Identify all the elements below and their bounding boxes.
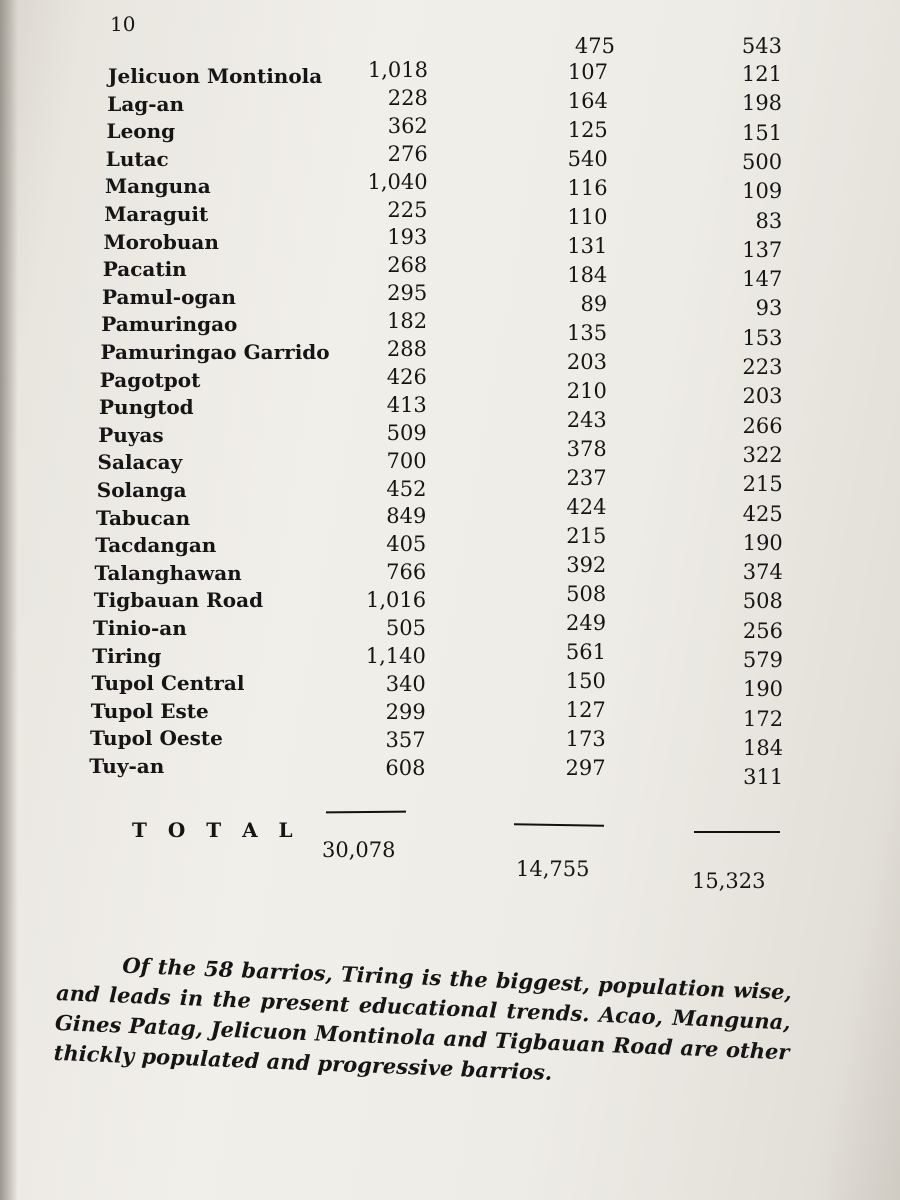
barrio-male: 508 xyxy=(566,582,607,606)
barrio-total: 295 xyxy=(387,281,428,306)
barrio-male: 116 xyxy=(567,176,608,200)
barrio-name: Pamuringao Garrido xyxy=(100,340,330,364)
barrio-name: Pacatin xyxy=(102,257,187,282)
barrio-female: 172 xyxy=(743,706,784,731)
barrio-total: 340 xyxy=(385,671,426,696)
barrio-female: 121 xyxy=(741,62,782,86)
barrio-male: 249 xyxy=(566,611,607,635)
barrio-total: 1,140 xyxy=(365,643,426,668)
barrio-name: Pamul-ogan xyxy=(102,284,236,309)
barrio-name: Jelicuon Montinola xyxy=(108,64,323,88)
barrio-total: 299 xyxy=(385,699,426,724)
barrio-total: 608 xyxy=(385,755,426,780)
barrio-total: 288 xyxy=(386,337,427,361)
barrio-female: 508 xyxy=(742,589,783,614)
barrio-female: 374 xyxy=(742,560,783,585)
barrio-male: 184 xyxy=(567,263,608,287)
barrio-female: 322 xyxy=(742,442,783,467)
barrio-female: 83 xyxy=(755,208,783,233)
total-label: T O T A L xyxy=(132,818,300,842)
barrio-total: 505 xyxy=(385,616,426,640)
barrio-name: Pagotpot xyxy=(99,367,201,392)
barrio-total: 405 xyxy=(386,532,427,557)
barrio-total: 362 xyxy=(387,113,428,138)
barrio-male: 203 xyxy=(566,350,607,374)
barrio-name: Solanga xyxy=(96,478,187,502)
barrio-total: 700 xyxy=(386,448,427,473)
barrio-total: 268 xyxy=(387,253,428,278)
barrio-name: Pamuringao xyxy=(101,312,238,337)
barrio-female: 93 xyxy=(755,296,783,321)
barrio-female: 190 xyxy=(742,530,783,555)
barrio-female: 215 xyxy=(742,472,783,497)
barrio-male: 424 xyxy=(566,495,607,519)
barrio-name: Lag-an xyxy=(107,91,185,116)
barrio-total: 1,016 xyxy=(365,588,427,613)
barrio-total: 225 xyxy=(387,197,428,222)
barrio-name: Tuy-an xyxy=(89,754,165,778)
barrio-male: 561 xyxy=(565,640,606,664)
barrio-female: 223 xyxy=(742,355,783,379)
barrio-female: 190 xyxy=(742,677,784,702)
barrio-name: Tinio-an xyxy=(93,616,187,640)
barrio-male: 89 xyxy=(580,292,608,316)
barrio-male: 237 xyxy=(566,466,607,490)
barrio-name: Leong xyxy=(106,119,176,144)
barrio-total: 357 xyxy=(385,727,426,752)
barrio-female: 266 xyxy=(742,413,783,438)
barrio-male: 210 xyxy=(566,379,607,403)
barrio-male: 173 xyxy=(565,727,606,751)
barrio-male: 540 xyxy=(567,147,608,171)
barrio-male: 125 xyxy=(567,118,608,142)
barrio-male: 164 xyxy=(567,89,608,113)
carry-over-female: 543 xyxy=(741,34,782,58)
barrio-female: 203 xyxy=(742,384,783,409)
female-total: 15,323 xyxy=(692,869,766,893)
barrio-total: 1,018 xyxy=(367,58,428,82)
male-column-rule xyxy=(514,823,604,827)
barrio-name: Tupol Este xyxy=(90,698,209,723)
barrio-total: 413 xyxy=(386,392,427,417)
barrio-male: 378 xyxy=(566,437,607,461)
barrio-total: 849 xyxy=(386,504,427,529)
barrio-total: 452 xyxy=(386,476,427,501)
barrio-name: Pungtod xyxy=(99,395,194,420)
barrio-male: 150 xyxy=(565,669,606,693)
barrio-total: 276 xyxy=(387,141,428,166)
barrio-name: Tupol Central xyxy=(91,671,245,696)
barrio-total: 766 xyxy=(386,560,427,585)
page-number: 10 xyxy=(110,12,136,36)
barrio-name: Tupol Oeste xyxy=(90,726,223,751)
barrio-total: 426 xyxy=(386,364,427,389)
barrio-male: 110 xyxy=(567,205,608,229)
barrio-female: 425 xyxy=(742,501,783,526)
barrio-male: 135 xyxy=(567,321,608,345)
barrio-name: Tigbauan Road xyxy=(93,588,264,613)
grand-total: 30,078 xyxy=(322,838,396,862)
barrio-female: 198 xyxy=(741,91,783,116)
barrio-female: 153 xyxy=(742,325,783,350)
barrio-female: 500 xyxy=(742,149,783,174)
barrio-female: 147 xyxy=(742,267,783,292)
barrio-female: 311 xyxy=(743,765,784,790)
barrio-name: Salacay xyxy=(97,450,183,475)
barrio-name: Manguna xyxy=(105,174,211,199)
male-total: 14,755 xyxy=(516,857,590,881)
barrio-total: 193 xyxy=(387,225,428,250)
barrio-male: 392 xyxy=(566,553,607,577)
barrio-total: 182 xyxy=(387,309,428,334)
barrio-male: 297 xyxy=(565,756,606,780)
barrio-male: 243 xyxy=(566,408,607,432)
summary-text: Of the 58 barrios, Tiring is the biggest, population wise, and leads in the present educational trends. Acao, Manguna, Gines Patag, Jelicuon Montinola and Tigbauan Road are other thickly populated and progressive barrios. xyxy=(53,952,793,1085)
barrio-male: 215 xyxy=(566,524,607,548)
barrio-male: 127 xyxy=(565,698,606,722)
barrio-name: Puyas xyxy=(98,422,164,447)
summary-paragraph xyxy=(53,948,792,1097)
barrio-male: 107 xyxy=(567,60,608,84)
barrio-female: 579 xyxy=(742,648,783,672)
carry-over-male: 475 xyxy=(574,34,615,58)
barrio-total: 509 xyxy=(386,420,427,445)
barrio-total: 228 xyxy=(387,85,428,110)
barrio-female: 151 xyxy=(742,120,783,145)
barrio-name: Tiring xyxy=(92,643,162,668)
barrio-female: 137 xyxy=(742,237,783,262)
barrio-total: 1,040 xyxy=(367,169,428,194)
barrio-female: 256 xyxy=(742,618,783,643)
barrio-female: 109 xyxy=(742,179,783,204)
barrio-name: Maraguit xyxy=(104,202,209,226)
barrio-name: Morobuan xyxy=(103,229,219,254)
barrio-male: 131 xyxy=(567,234,608,258)
barrio-name: Talanghawan xyxy=(94,560,242,585)
barrio-name: Tacdangan xyxy=(95,533,217,558)
barrio-name: Tabucan xyxy=(96,505,191,530)
barrio-female: 184 xyxy=(743,735,784,760)
female-column-rule xyxy=(694,831,780,833)
barrio-name: Lutac xyxy=(105,146,169,171)
total-column-rule xyxy=(326,811,406,814)
